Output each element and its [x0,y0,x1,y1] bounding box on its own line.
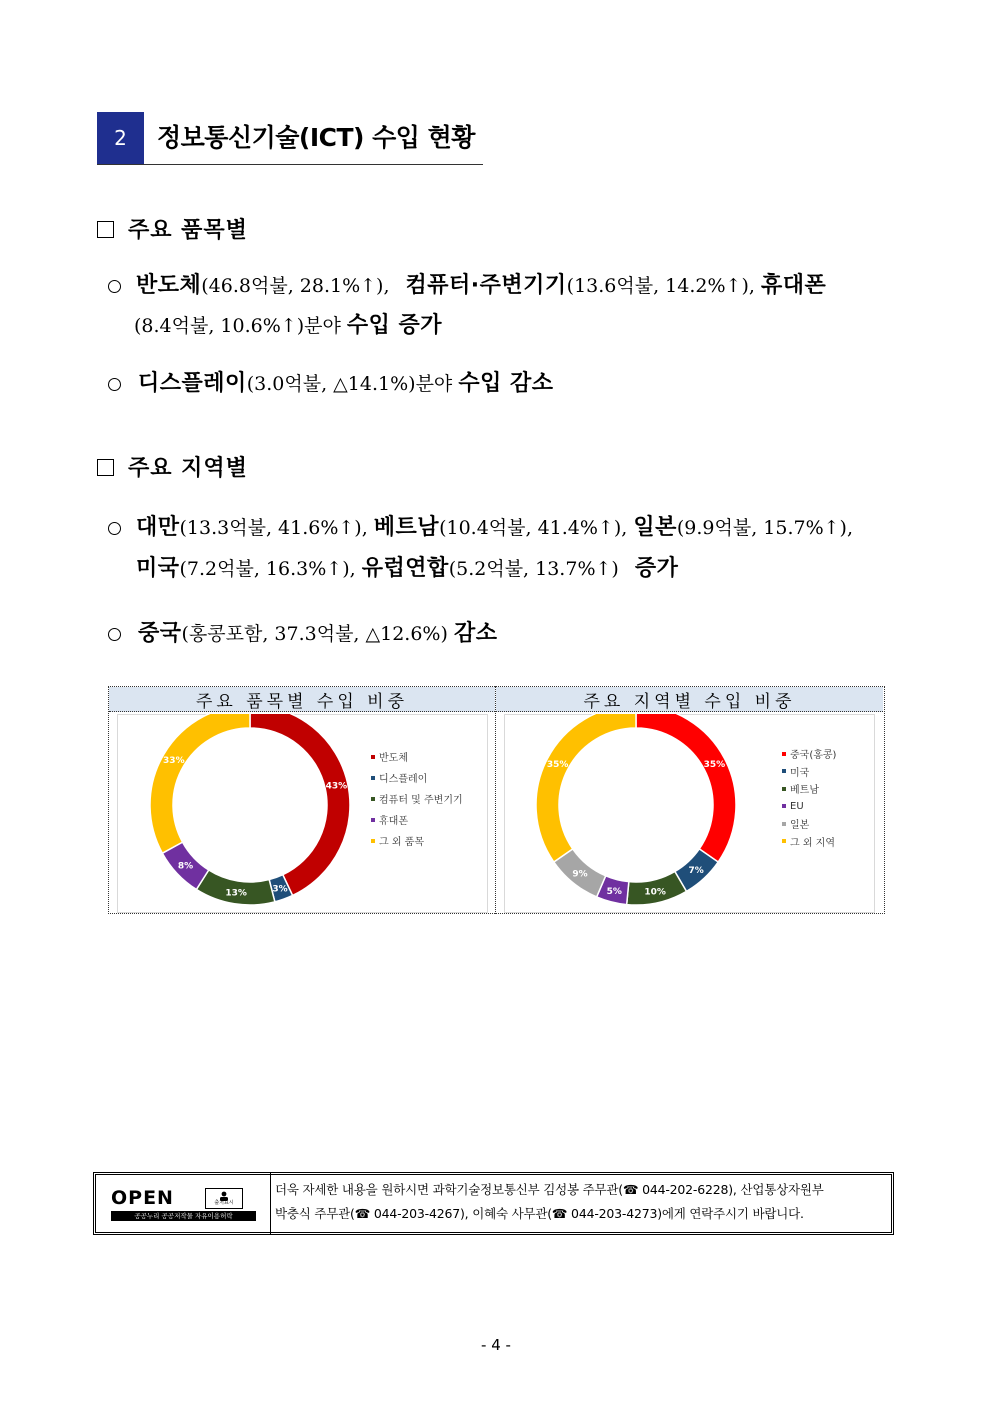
open-license-logo [111,1187,256,1221]
footer-divider [270,1172,271,1235]
checkbox-square-icon [97,221,114,238]
chart-1-legend-label-2: 컴퓨터 및 주변기기 [379,795,463,806]
chart-1-legend-swatch-1 [371,776,375,780]
open-logo-text: OPEN [111,1187,174,1209]
chart-2-data-label-0: 35% [703,759,726,770]
chart-2-data-label-2: 10% [644,887,666,898]
chart-2-legend [782,745,836,850]
chart-1-legend-item-2 [371,788,463,809]
chart-1-data-label-0: 43% [325,781,348,792]
chart-2-slice-0 [636,714,736,862]
chart-1-data-label-3: 8% [177,861,194,872]
chart-2-legend-label-5: 그 외 지역 [790,837,835,849]
chart-2-legend-label-3: EU [790,800,804,812]
item-phone: 휴대폰 [760,273,827,298]
item-display: 디스플레이 [138,371,247,396]
contact-line-2: 박충식 주무관(☎ 044-203-4267), 이혜숙 사무관(☎ 044-203-4273)에게 연락주시기 바랍니다. [275,1206,804,1221]
item-semiconductor: 반도체 [136,273,202,298]
chart-2-legend-label-4: 일본 [790,820,810,832]
section-number: 2 [97,112,144,164]
region-japan-detail: (9.9억불, 15.7%↑), [676,517,854,539]
chart-1-legend-item-1 [371,767,463,788]
chart-1-legend-label-4: 그 외 품목 [379,837,424,848]
chart-1-legend-item-3 [371,809,463,830]
chart-1-slice-4 [150,714,250,853]
items-bullet-1-line-1 [136,272,826,300]
items-heading [97,213,248,244]
chart-2-legend-item-0 [782,745,836,763]
chart-2-legend-swatch-0 [782,752,786,756]
regions-bullet-1-line-2 [136,555,678,583]
chart-2-legend-item-5 [782,833,836,851]
chart-2-legend-label-1: 미국 [790,767,810,779]
chart-table-divider [495,686,496,914]
region-vietnam: 베트남 [373,515,440,540]
chart-1-data-label-1: 3% [272,884,288,895]
chart-2-legend-item-1 [782,763,836,781]
attribution-badge [205,1188,243,1209]
bullet-ring-icon [108,378,121,391]
chart-1-legend-label-3: 휴대폰 [379,816,408,827]
chart-2-legend-swatch-5 [782,839,786,843]
chart-1-legend-item-0 [371,746,463,767]
bullet-ring-icon [108,280,121,293]
chart-1-legend [371,746,463,851]
chart-1-title: 주요 품목별 수입 비중 [109,687,495,712]
attribution-badge-text: 출처표시 [214,1200,234,1206]
regions-heading-text: 주요 지역별 [128,456,248,481]
item-phone-detail: (8.4억불, 10.6%↑)분야 [134,315,347,337]
items-decrease-verb: 수입 감소 [458,371,554,396]
region-taiwan-detail: (13.3억불, 41.6%↑), [179,517,374,539]
section-title-underline [97,164,483,165]
chart-2-legend-item-2 [782,780,836,798]
chart-2-data-label-5: 35% [546,759,569,770]
chart-2-data-label-4: 9% [572,869,588,880]
region-eu-detail: (5.2억불, 13.7%↑) [448,558,625,580]
regions-bullet-2 [138,620,497,648]
chart-1-data-label-4: 33% [163,755,185,766]
checkbox-square-icon [97,459,114,476]
chart-1-legend-item-4 [371,830,463,851]
items-increase-verb: 수입 증가 [346,313,443,338]
chart-1-legend-swatch-4 [371,839,375,843]
chart-2-legend-item-4 [782,815,836,833]
chart-1-data-label-2: 13% [225,888,247,899]
regions-heading [97,451,248,482]
item-computer-detail: (13.6억불, 14.2%↑), [566,275,761,297]
section-title: 정보통신기술(ICT) 수입 현황 [157,123,475,152]
chart-1-legend-label-0: 반도체 [379,753,408,764]
region-vietnam-detail: (10.4억불, 41.4%↑), [439,517,634,539]
chart-2-data-label-1: 7% [688,865,704,876]
regions-bullet-1-line-1 [136,514,853,542]
chart-2-legend-item-3 [782,798,836,816]
region-eu: 유럽연합 [361,556,449,581]
chart-1-slice-0 [250,714,350,895]
bullet-ring-icon [108,522,121,535]
region-china: 중국 [138,621,182,646]
item-display-detail: (3.0억불, △14.1%)분야 [246,373,459,395]
chart-2-legend-swatch-4 [782,822,786,826]
chart-2-data-label-3: 5% [606,886,622,897]
regions-decrease-verb: 감소 [453,621,498,646]
items-heading-text: 주요 품목별 [128,218,248,243]
open-logo-subtitle: 공공누리 공공저작물 자유이용허락 [111,1211,256,1221]
items-bullet-1-line-2 [134,312,442,340]
bullet-ring-icon [108,628,121,641]
chart-1-legend-label-1: 디스플레이 [379,774,428,785]
chart-2-slice-5 [536,714,636,862]
region-china-detail: (홍콩포함, 37.3억불, △12.6%) [181,623,454,645]
region-taiwan: 대만 [136,515,180,540]
chart-2-legend-label-0: 중국(홍콩) [790,750,837,762]
items-bullet-2 [138,370,553,398]
chart-1-legend-swatch-3 [371,818,375,822]
chart-1-legend-swatch-0 [371,755,375,759]
contact-line-1: 더욱 자세한 내용을 원하시면 과학기술정보통신부 김성봉 주무관(☎ 044-202-6228), 산업통상자원부 [275,1182,824,1197]
regions-increase-verb: 증가 [634,556,679,581]
chart-2-legend-swatch-1 [782,769,786,773]
chart-2-legend-swatch-3 [782,804,786,808]
region-japan: 일본 [633,515,677,540]
item-computer: 컴퓨터·주변기기 [405,273,567,298]
page-number: - 4 - [481,1336,511,1354]
contact-info [275,1178,890,1226]
chart-1-legend-swatch-2 [371,797,375,801]
region-usa: 미국 [136,556,180,581]
chart-2-title: 주요 지역별 수입 비중 [496,687,883,712]
region-usa-detail: (7.2억불, 16.3%↑), [179,558,362,580]
chart-2-legend-swatch-2 [782,787,786,791]
chart-2-legend-label-2: 베트남 [790,785,819,797]
item-semiconductor-detail: (46.8억불, 28.1%↑), [201,275,396,297]
